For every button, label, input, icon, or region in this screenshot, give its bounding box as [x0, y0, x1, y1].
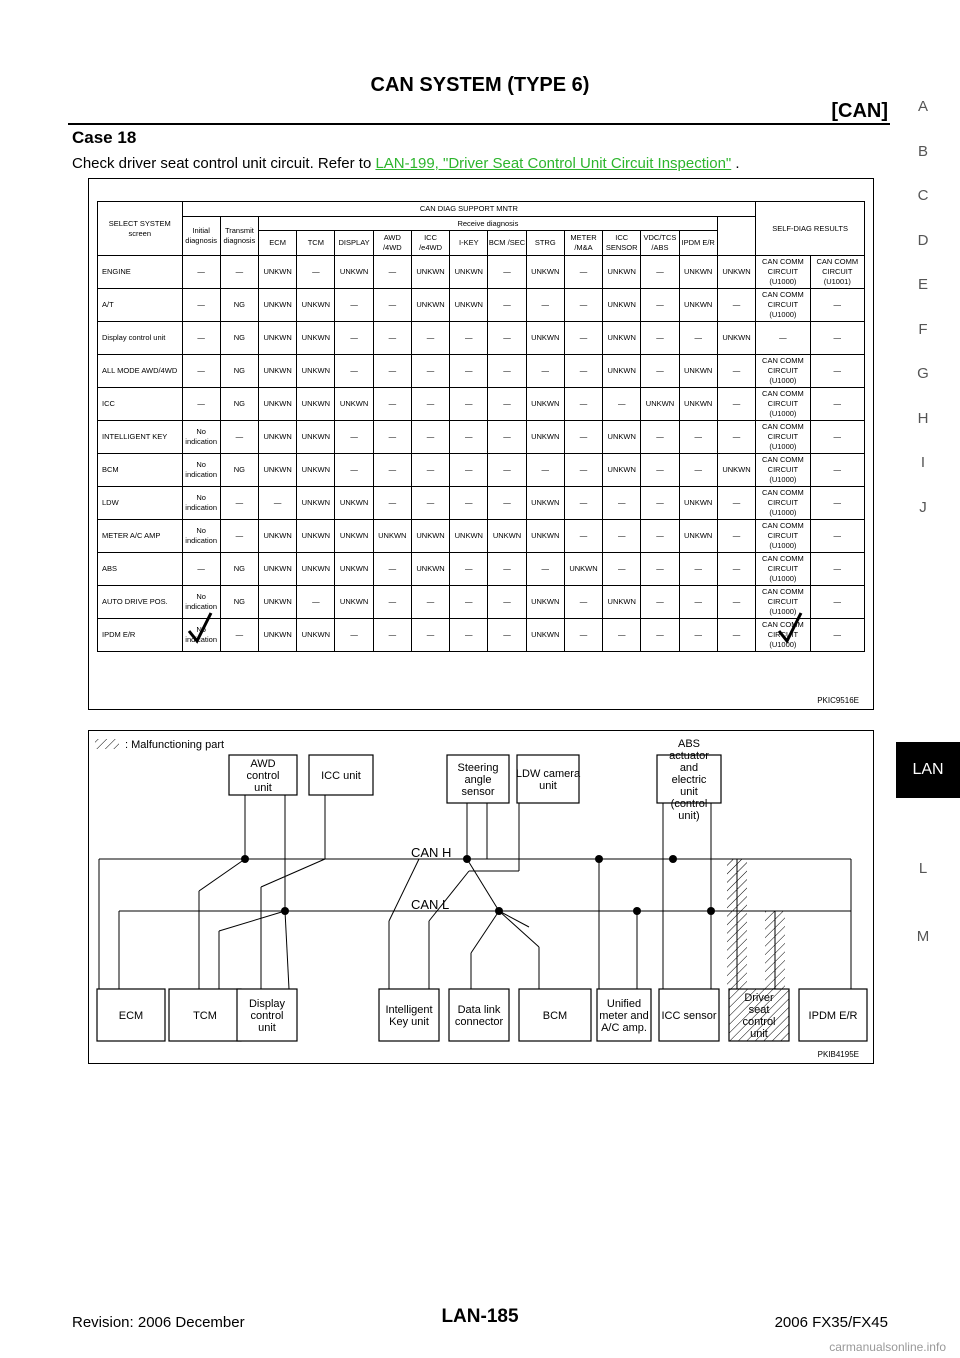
table-cell: UNKWN — [297, 289, 335, 322]
unit-box-seat: Driver seat control unit — [742, 992, 776, 1040]
table-cell: — — [373, 256, 411, 289]
table-cell: — — [488, 421, 526, 454]
table-cell: UNKWN — [411, 289, 449, 322]
table-cell: — — [679, 322, 717, 355]
table-cell: — — [641, 421, 679, 454]
table-cell: NG — [220, 586, 258, 619]
instruction-text — [72, 155, 740, 172]
table-cell: UNKWN — [603, 322, 641, 355]
system-name-cell: Display control unit — [98, 322, 183, 355]
table-cell: — — [641, 355, 679, 388]
table-cell: NG — [220, 454, 258, 487]
table-cell: CAN COMM CIRCUIT (U1000) — [756, 586, 810, 619]
table-cell: — — [679, 586, 717, 619]
instruction-tail: . — [731, 155, 740, 172]
table-cell: — — [810, 520, 864, 553]
can-diag-support-header: CAN DIAG SUPPORT MNTR — [182, 202, 756, 217]
watermark: carmanualsonline.info — [829, 1340, 946, 1354]
unit-box-ipdm: IPDM E/R — [808, 1010, 858, 1022]
table-cell: — — [450, 586, 488, 619]
table-cell: — — [335, 421, 373, 454]
table-cell: — — [717, 388, 755, 421]
check-mark-icon — [779, 613, 801, 641]
side-index-letter: B — [917, 142, 928, 160]
side-index-letter: H — [917, 409, 929, 427]
table-cell: — — [182, 256, 220, 289]
figure-code: PKIC9516E — [817, 696, 859, 705]
table-cell: — — [756, 322, 810, 355]
table-cell: — — [335, 619, 373, 652]
table-cell: UNKWN — [259, 619, 297, 652]
wiring-diagram — [89, 731, 873, 1063]
table-cell: — — [488, 289, 526, 322]
table-cell: CAN COMM CIRCUIT (U1000) — [756, 355, 810, 388]
table-cell: — — [564, 487, 602, 520]
unit-box-steer: Steering angle sensor — [457, 762, 499, 798]
table-cell: — — [641, 553, 679, 586]
table-cell: UNKWN — [526, 520, 564, 553]
table-cell: UNKWN — [603, 454, 641, 487]
revision-label: Revision: 2006 December — [72, 1314, 245, 1331]
side-index-letter: F — [918, 320, 928, 338]
unit-box-iccs: ICC sensor — [661, 1010, 717, 1022]
table-cell: — — [679, 553, 717, 586]
reference-link[interactable]: LAN-199, "Driver Seat Control Unit Circuit Inspection" — [375, 155, 732, 172]
table-cell: UNKWN — [450, 520, 488, 553]
table-cell: — — [810, 421, 864, 454]
table-cell: UNKWN — [526, 256, 564, 289]
table-cell: CAN COMM CIRCUIT (U1000) — [756, 289, 810, 322]
table-cell: — — [220, 421, 258, 454]
table-cell: — — [641, 322, 679, 355]
receive-col-header: I-KEY — [450, 231, 488, 256]
table-cell: — — [641, 586, 679, 619]
table-cell: — — [450, 355, 488, 388]
table-cell: — — [373, 289, 411, 322]
diagnosis-table-figure — [88, 178, 874, 710]
table-cell: UNKWN — [259, 289, 297, 322]
table-cell: UNKWN — [411, 520, 449, 553]
receive-diagnosis-header: Receive diagnosis — [259, 217, 718, 231]
table-cell: — — [641, 520, 679, 553]
receive-col-header: AWD /4WD — [373, 231, 411, 256]
table-cell: UNKWN — [526, 619, 564, 652]
table-cell: UNKWN — [679, 520, 717, 553]
table-cell: UNKWN — [297, 553, 335, 586]
table-cell: — — [717, 520, 755, 553]
table-cell: — — [810, 586, 864, 619]
table-cell: UNKWN — [297, 454, 335, 487]
table-cell: — — [450, 421, 488, 454]
receive-col-header: ICC /e4WD — [411, 231, 449, 256]
table-cell: — — [373, 619, 411, 652]
table-cell: UNKWN — [297, 520, 335, 553]
system-name-cell: METER A/C AMP — [98, 520, 183, 553]
table-cell: — — [182, 289, 220, 322]
receive-col-header: ICC SENSOR — [603, 231, 641, 256]
table-cell: — — [220, 520, 258, 553]
table-cell: — — [373, 454, 411, 487]
system-name-cell: ICC — [98, 388, 183, 421]
table-cell: UNKWN — [603, 586, 641, 619]
receive-col-header: DISPLAY — [335, 231, 373, 256]
table-cell: — — [488, 553, 526, 586]
table-cell: — — [373, 586, 411, 619]
unit-box-disp: Display control unit — [248, 998, 286, 1034]
select-system-header: SELECT SYSTEM screen — [98, 202, 183, 256]
table-cell: — — [182, 553, 220, 586]
table-cell: — — [335, 322, 373, 355]
table-cell: UNKWN — [297, 619, 335, 652]
table-cell: UNKWN — [259, 454, 297, 487]
table-cell: CAN COMM CIRCUIT (U1000) — [756, 487, 810, 520]
table-cell: — — [411, 388, 449, 421]
receive-col-header: BCM /SEC — [488, 231, 526, 256]
table-cell: — — [810, 553, 864, 586]
table-cell: UNKWN — [335, 256, 373, 289]
initial-diagnosis-header: Initial diagnosis — [182, 217, 220, 256]
table-cell: NG — [220, 355, 258, 388]
table-cell: UNKWN — [259, 322, 297, 355]
table-cell: — — [450, 487, 488, 520]
table-cell: UNKWN — [297, 421, 335, 454]
can-h-label: CAN H — [411, 845, 452, 860]
table-cell: UNKWN — [526, 586, 564, 619]
table-cell: — — [411, 322, 449, 355]
table-cell: UNKWN — [679, 388, 717, 421]
can-l-label: CAN L — [411, 897, 450, 912]
receive-col-header: IPDM E/R — [679, 231, 717, 256]
table-cell: — — [679, 421, 717, 454]
table-cell: — — [641, 454, 679, 487]
figure-code: PKIB4195E — [817, 1050, 859, 1059]
table-cell: — — [411, 421, 449, 454]
table-cell: — — [810, 388, 864, 421]
unit-box-ikey: Intelligent Key unit — [385, 1004, 433, 1028]
table-cell: UNKWN — [335, 520, 373, 553]
case-heading: Case 18 — [72, 128, 137, 147]
table-cell: — — [450, 553, 488, 586]
side-index-letter: L — [918, 860, 928, 877]
system-name-cell: INTELLIGENT KEY — [98, 421, 183, 454]
table-cell: UNKWN — [603, 355, 641, 388]
table-cell: — — [411, 487, 449, 520]
table-cell: UNKWN — [411, 553, 449, 586]
side-index-letter: M — [916, 928, 930, 945]
table-cell: UNKWN — [335, 388, 373, 421]
table-cell: — — [182, 388, 220, 421]
table-cell: — — [411, 619, 449, 652]
table-cell: — — [603, 553, 641, 586]
table-cell: — — [679, 619, 717, 652]
table-cell: — — [411, 355, 449, 388]
table-cell: — — [488, 388, 526, 421]
table-cell: UNKWN — [526, 388, 564, 421]
system-name-cell: AUTO DRIVE POS. — [98, 586, 183, 619]
table-cell: UNKWN — [679, 256, 717, 289]
table-cell: UNKWN — [259, 421, 297, 454]
table-cell: — — [182, 355, 220, 388]
table-cell: — — [810, 322, 864, 355]
table-cell: — — [810, 289, 864, 322]
table-cell: NG — [220, 322, 258, 355]
table-cell: — — [564, 289, 602, 322]
receive-col-header: VDC/TCS /ABS — [641, 231, 679, 256]
receive-col-header: METER /M&A — [564, 231, 602, 256]
table-cell: No indication — [182, 454, 220, 487]
system-name-cell: A/T — [98, 289, 183, 322]
table-cell: — — [717, 355, 755, 388]
table-cell: UNKWN — [564, 553, 602, 586]
table-cell: CAN COMM CIRCUIT (U1000) — [756, 454, 810, 487]
receive-col-header: TCM — [297, 231, 335, 256]
table-cell: — — [335, 355, 373, 388]
side-tab-lan: LAN — [896, 742, 960, 798]
table-cell: — — [335, 454, 373, 487]
table-cell: — — [335, 289, 373, 322]
table-cell: — — [450, 454, 488, 487]
table-cell: UNKWN — [259, 256, 297, 289]
side-index-letter: J — [919, 498, 927, 516]
table-cell: UNKWN — [526, 487, 564, 520]
table-cell: — — [717, 586, 755, 619]
table-cell: UNKWN — [603, 421, 641, 454]
table-cell: — — [717, 487, 755, 520]
table-cell: — — [488, 322, 526, 355]
table-cell: — — [259, 487, 297, 520]
table-cell: UNKWN — [450, 289, 488, 322]
legend-label: : Malfunctioning part — [125, 739, 225, 751]
table-cell: UNKWN — [603, 256, 641, 289]
table-cell: UNKWN — [259, 586, 297, 619]
table-cell: — — [373, 322, 411, 355]
side-index-letter: I — [920, 454, 926, 471]
table-cell: — — [603, 520, 641, 553]
table-cell: UNKWN — [603, 289, 641, 322]
table-cell: CAN COMM CIRCUIT (U1000) — [756, 421, 810, 454]
table-cell: UNKWN — [297, 355, 335, 388]
table-cell: — — [810, 619, 864, 652]
table-cell: UNKWN — [679, 289, 717, 322]
table-cell: — — [526, 553, 564, 586]
table-cell: No indication — [182, 586, 220, 619]
table-cell: — — [603, 487, 641, 520]
table-cell: UNKWN — [717, 454, 755, 487]
table-cell: UNKWN — [526, 322, 564, 355]
table-cell: UNKWN — [488, 520, 526, 553]
receive-col-header: ECM — [259, 231, 297, 256]
table-cell: — — [564, 586, 602, 619]
side-index-letter: G — [917, 365, 929, 382]
transmit-diagnosis-header: Transmit diagnosis — [220, 217, 258, 256]
system-name-cell: IPDM E/R — [98, 619, 183, 652]
table-cell: No indication — [182, 421, 220, 454]
table-cell: — — [526, 289, 564, 322]
table-cell: No indication — [182, 487, 220, 520]
table-cell: — — [526, 454, 564, 487]
section-label: [CAN] — [831, 100, 888, 122]
table-cell: UNKWN — [679, 355, 717, 388]
legend-hatch-icon — [95, 739, 119, 749]
table-cell: NG — [220, 553, 258, 586]
table-cell: — — [564, 421, 602, 454]
unit-box-dlc: Data link connector — [454, 1004, 504, 1028]
table-cell: UNKWN — [717, 256, 755, 289]
table-cell: — — [373, 421, 411, 454]
table-cell: — — [297, 256, 335, 289]
table-cell: UNKWN — [411, 256, 449, 289]
table-cell: — — [564, 322, 602, 355]
unit-box-abs: ABS actuator and electric unit (control unit) — [669, 738, 709, 822]
table-cell: — — [810, 454, 864, 487]
table-cell: — — [810, 487, 864, 520]
unit-box-ecm: ECM — [118, 1010, 144, 1022]
table-cell: CAN COMM CIRCUIT (U1000) — [756, 520, 810, 553]
table-cell: NG — [220, 289, 258, 322]
table-cell: — — [564, 256, 602, 289]
unit-box-bcm: BCM — [542, 1010, 568, 1022]
table-cell: — — [717, 289, 755, 322]
system-name-cell: BCM — [98, 454, 183, 487]
table-cell: UNKWN — [297, 487, 335, 520]
table-cell: — — [373, 553, 411, 586]
system-name-cell: ALL MODE AWD/4WD — [98, 355, 183, 388]
table-cell: UNKWN — [297, 388, 335, 421]
table-cell: CAN COMM CIRCUIT (U1000) — [756, 553, 810, 586]
table-cell: — — [373, 487, 411, 520]
table-cell: — — [450, 388, 488, 421]
side-index-letter: A — [917, 98, 928, 115]
table-cell: — — [220, 487, 258, 520]
table-cell: UNKWN — [259, 388, 297, 421]
table-cell: — — [641, 256, 679, 289]
table-cell: UNKWN — [259, 355, 297, 388]
unit-box-tcm: TCM — [193, 1010, 217, 1022]
table-cell: — — [564, 454, 602, 487]
table-cell: CAN COMM CIRCUIT (U1001) — [810, 256, 864, 289]
table-cell: — — [182, 322, 220, 355]
table-cell: — — [297, 586, 335, 619]
check-mark-icon — [189, 613, 211, 641]
table-cell: — — [450, 619, 488, 652]
header-divider — [68, 123, 890, 125]
table-cell: UNKWN — [679, 487, 717, 520]
unit-box-meter: Unified meter and A/C amp. — [599, 998, 649, 1034]
table-cell: — — [603, 388, 641, 421]
system-name-cell: ENGINE — [98, 256, 183, 289]
table-cell: UNKWN — [259, 553, 297, 586]
table-cell: — — [220, 256, 258, 289]
table-cell: — — [679, 454, 717, 487]
table-cell: — — [488, 586, 526, 619]
table-cell: UNKWN — [335, 553, 373, 586]
table-cell: UNKWN — [717, 322, 755, 355]
table-cell: UNKWN — [259, 520, 297, 553]
table-cell: UNKWN — [335, 586, 373, 619]
table-cell: — — [641, 289, 679, 322]
table-cell: — — [220, 619, 258, 652]
side-index-letter: E — [917, 276, 928, 293]
table-cell: — — [488, 619, 526, 652]
table-cell: UNKWN — [641, 388, 679, 421]
table-cell: CAN COMM CIRCUIT (U1000) — [756, 388, 810, 421]
table-cell: No indication — [182, 619, 220, 652]
page-number: LAN-185 — [441, 1306, 519, 1327]
table-cell: — — [641, 487, 679, 520]
table-cell: — — [717, 553, 755, 586]
model-label: 2006 FX35/FX45 — [774, 1314, 888, 1331]
table-cell: — — [717, 421, 755, 454]
table-cell: UNKWN — [526, 421, 564, 454]
table-cell: — — [488, 256, 526, 289]
table-cell: — — [411, 586, 449, 619]
page-title: CAN SYSTEM (TYPE 6) — [370, 74, 590, 96]
table-cell: UNKWN — [335, 487, 373, 520]
system-name-cell: LDW — [98, 487, 183, 520]
self-diag-header: SELF-DIAG RESULTS — [756, 202, 865, 256]
wiring-diagram-figure — [88, 730, 874, 1064]
table-cell: UNKWN — [373, 520, 411, 553]
table-cell: — — [373, 355, 411, 388]
unit-box-icc: ICC unit — [321, 770, 361, 782]
table-cell: — — [450, 322, 488, 355]
table-cell: CAN COMM CIRCUIT (U1000) — [756, 619, 810, 652]
table-cell: No indication — [182, 520, 220, 553]
instruction-lead: Check driver seat control unit circuit. Refer to — [72, 155, 376, 172]
unit-box-awd: AWD control unit — [246, 758, 280, 794]
table-cell: — — [564, 619, 602, 652]
table-cell: — — [526, 355, 564, 388]
table-cell: — — [564, 388, 602, 421]
side-index-letter: C — [917, 187, 929, 204]
table-cell: UNKWN — [450, 256, 488, 289]
table-cell: — — [564, 355, 602, 388]
receive-col-header: STRG — [526, 231, 564, 256]
unit-box-ldw: LDW camera unit — [515, 768, 581, 792]
table-cell: — — [603, 619, 641, 652]
table-cell: CAN COMM CIRCUIT (U1000) — [756, 256, 810, 289]
table-cell: UNKWN — [297, 322, 335, 355]
check-marks — [89, 179, 873, 709]
table-cell: NG — [220, 388, 258, 421]
table-cell: — — [488, 487, 526, 520]
table-cell: — — [373, 388, 411, 421]
table-cell: — — [717, 619, 755, 652]
side-index-letter: D — [917, 231, 929, 249]
table-cell: — — [488, 355, 526, 388]
table-cell: — — [641, 619, 679, 652]
table-cell: — — [488, 454, 526, 487]
table-cell: — — [564, 520, 602, 553]
table-cell: — — [411, 454, 449, 487]
system-name-cell: ABS — [98, 553, 183, 586]
table-cell: — — [810, 355, 864, 388]
